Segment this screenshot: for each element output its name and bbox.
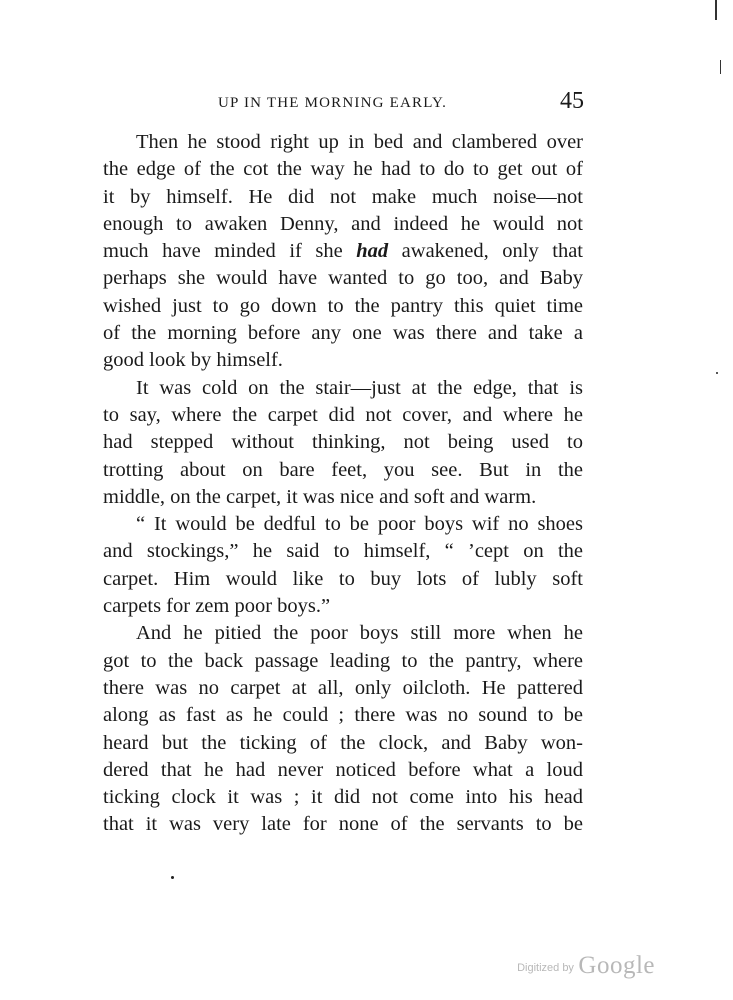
text-line-content: had stepped without thinking, not being used to (103, 431, 583, 454)
text-line-content: much have minded if she had awakened, only that (103, 240, 583, 263)
text-line-content: carpets for zem poor boys.” (103, 595, 331, 618)
text-line-content: ticking clock it was ; it did not come into his head (103, 786, 583, 809)
text-line (103, 702, 583, 729)
text-line-content: “ It would be dedful to be poor boys wif no shoes (136, 513, 583, 536)
text-line (103, 293, 583, 320)
text-line (103, 347, 583, 374)
text-line (103, 538, 583, 565)
text-line-content: along as fast as he could ; there was no sound to be (103, 704, 583, 727)
text-line-content: got to the back passage leading to the pantry, where (103, 649, 583, 672)
text-line-content: enough to awaken Denny, and indeed he would not (103, 212, 583, 235)
text-line (103, 320, 583, 347)
text-line-content: middle, on the carpet, it was nice and soft and warm. (103, 485, 537, 508)
text-line-content: perhaps she would have wanted to go too, and Baby (103, 267, 583, 290)
text-line-content: carpet. Him would like to buy lots of lubly soft (103, 567, 583, 590)
text-line (103, 484, 583, 511)
text-line (103, 566, 583, 593)
page-number: 45 (560, 88, 584, 114)
text-line (103, 402, 583, 429)
scan-speck (716, 372, 718, 374)
scan-edge-mark (715, 0, 717, 20)
text-line-content: there was no carpet at all, only oilcloth. He pattered (103, 676, 583, 699)
text-line-content: dered that he had never noticed before what a loud (103, 758, 583, 781)
digitized-by-google-watermark (517, 952, 655, 980)
text-line-content: It was cold on the stair—just at the edge, that is (136, 376, 583, 399)
running-title: UP IN THE MORNING EARLY. (218, 95, 448, 111)
text-line-content: And he pitied the poor boys still more when he (136, 622, 583, 645)
text-line-content: to say, where the carpet did not cover, and where he (103, 403, 583, 426)
scan-speck (171, 876, 174, 879)
text-line-content: and stockings,” he said to himself, “ ’cept on the (103, 540, 583, 563)
text-line (103, 211, 583, 238)
text-line (103, 184, 583, 211)
body-text (103, 129, 583, 839)
text-line-content: good look by himself. (103, 349, 283, 372)
text-line-content: trotting about on bare feet, you see. But in the (103, 458, 583, 481)
text-line-content: that it was very late for none of the servants to be (103, 813, 583, 836)
text-line-content: Then he stood right up in bed and clambered over (136, 131, 583, 153)
text-line (103, 675, 583, 702)
text-line (103, 730, 583, 757)
text-line (103, 265, 583, 292)
text-line (103, 648, 583, 675)
text-line (103, 375, 583, 402)
text-line (103, 511, 583, 538)
text-line (103, 593, 583, 620)
google-logo: Google (578, 952, 655, 979)
text-line-content: heard but the ticking of the clock, and Baby won- (103, 731, 583, 754)
text-line-content: the edge of the cot the way he had to do to get out of (103, 158, 583, 181)
text-line (103, 129, 583, 156)
watermark-prefix: Digitized by (517, 962, 574, 974)
text-line-content: it by himself. He did not make much noise—not (103, 185, 583, 208)
text-line-content: of the morning before any one was there and take a (103, 322, 583, 345)
text-line (103, 757, 583, 784)
text-line (103, 620, 583, 647)
scan-edge-mark (720, 60, 721, 74)
text-line (103, 457, 583, 484)
text-line (103, 811, 583, 838)
text-line (103, 429, 583, 456)
italic-emphasis: had (356, 240, 389, 263)
text-line (103, 238, 583, 265)
text-line (103, 156, 583, 183)
text-line (103, 784, 583, 811)
text-line-content: wished just to go down to the pantry this quiet time (103, 294, 583, 317)
